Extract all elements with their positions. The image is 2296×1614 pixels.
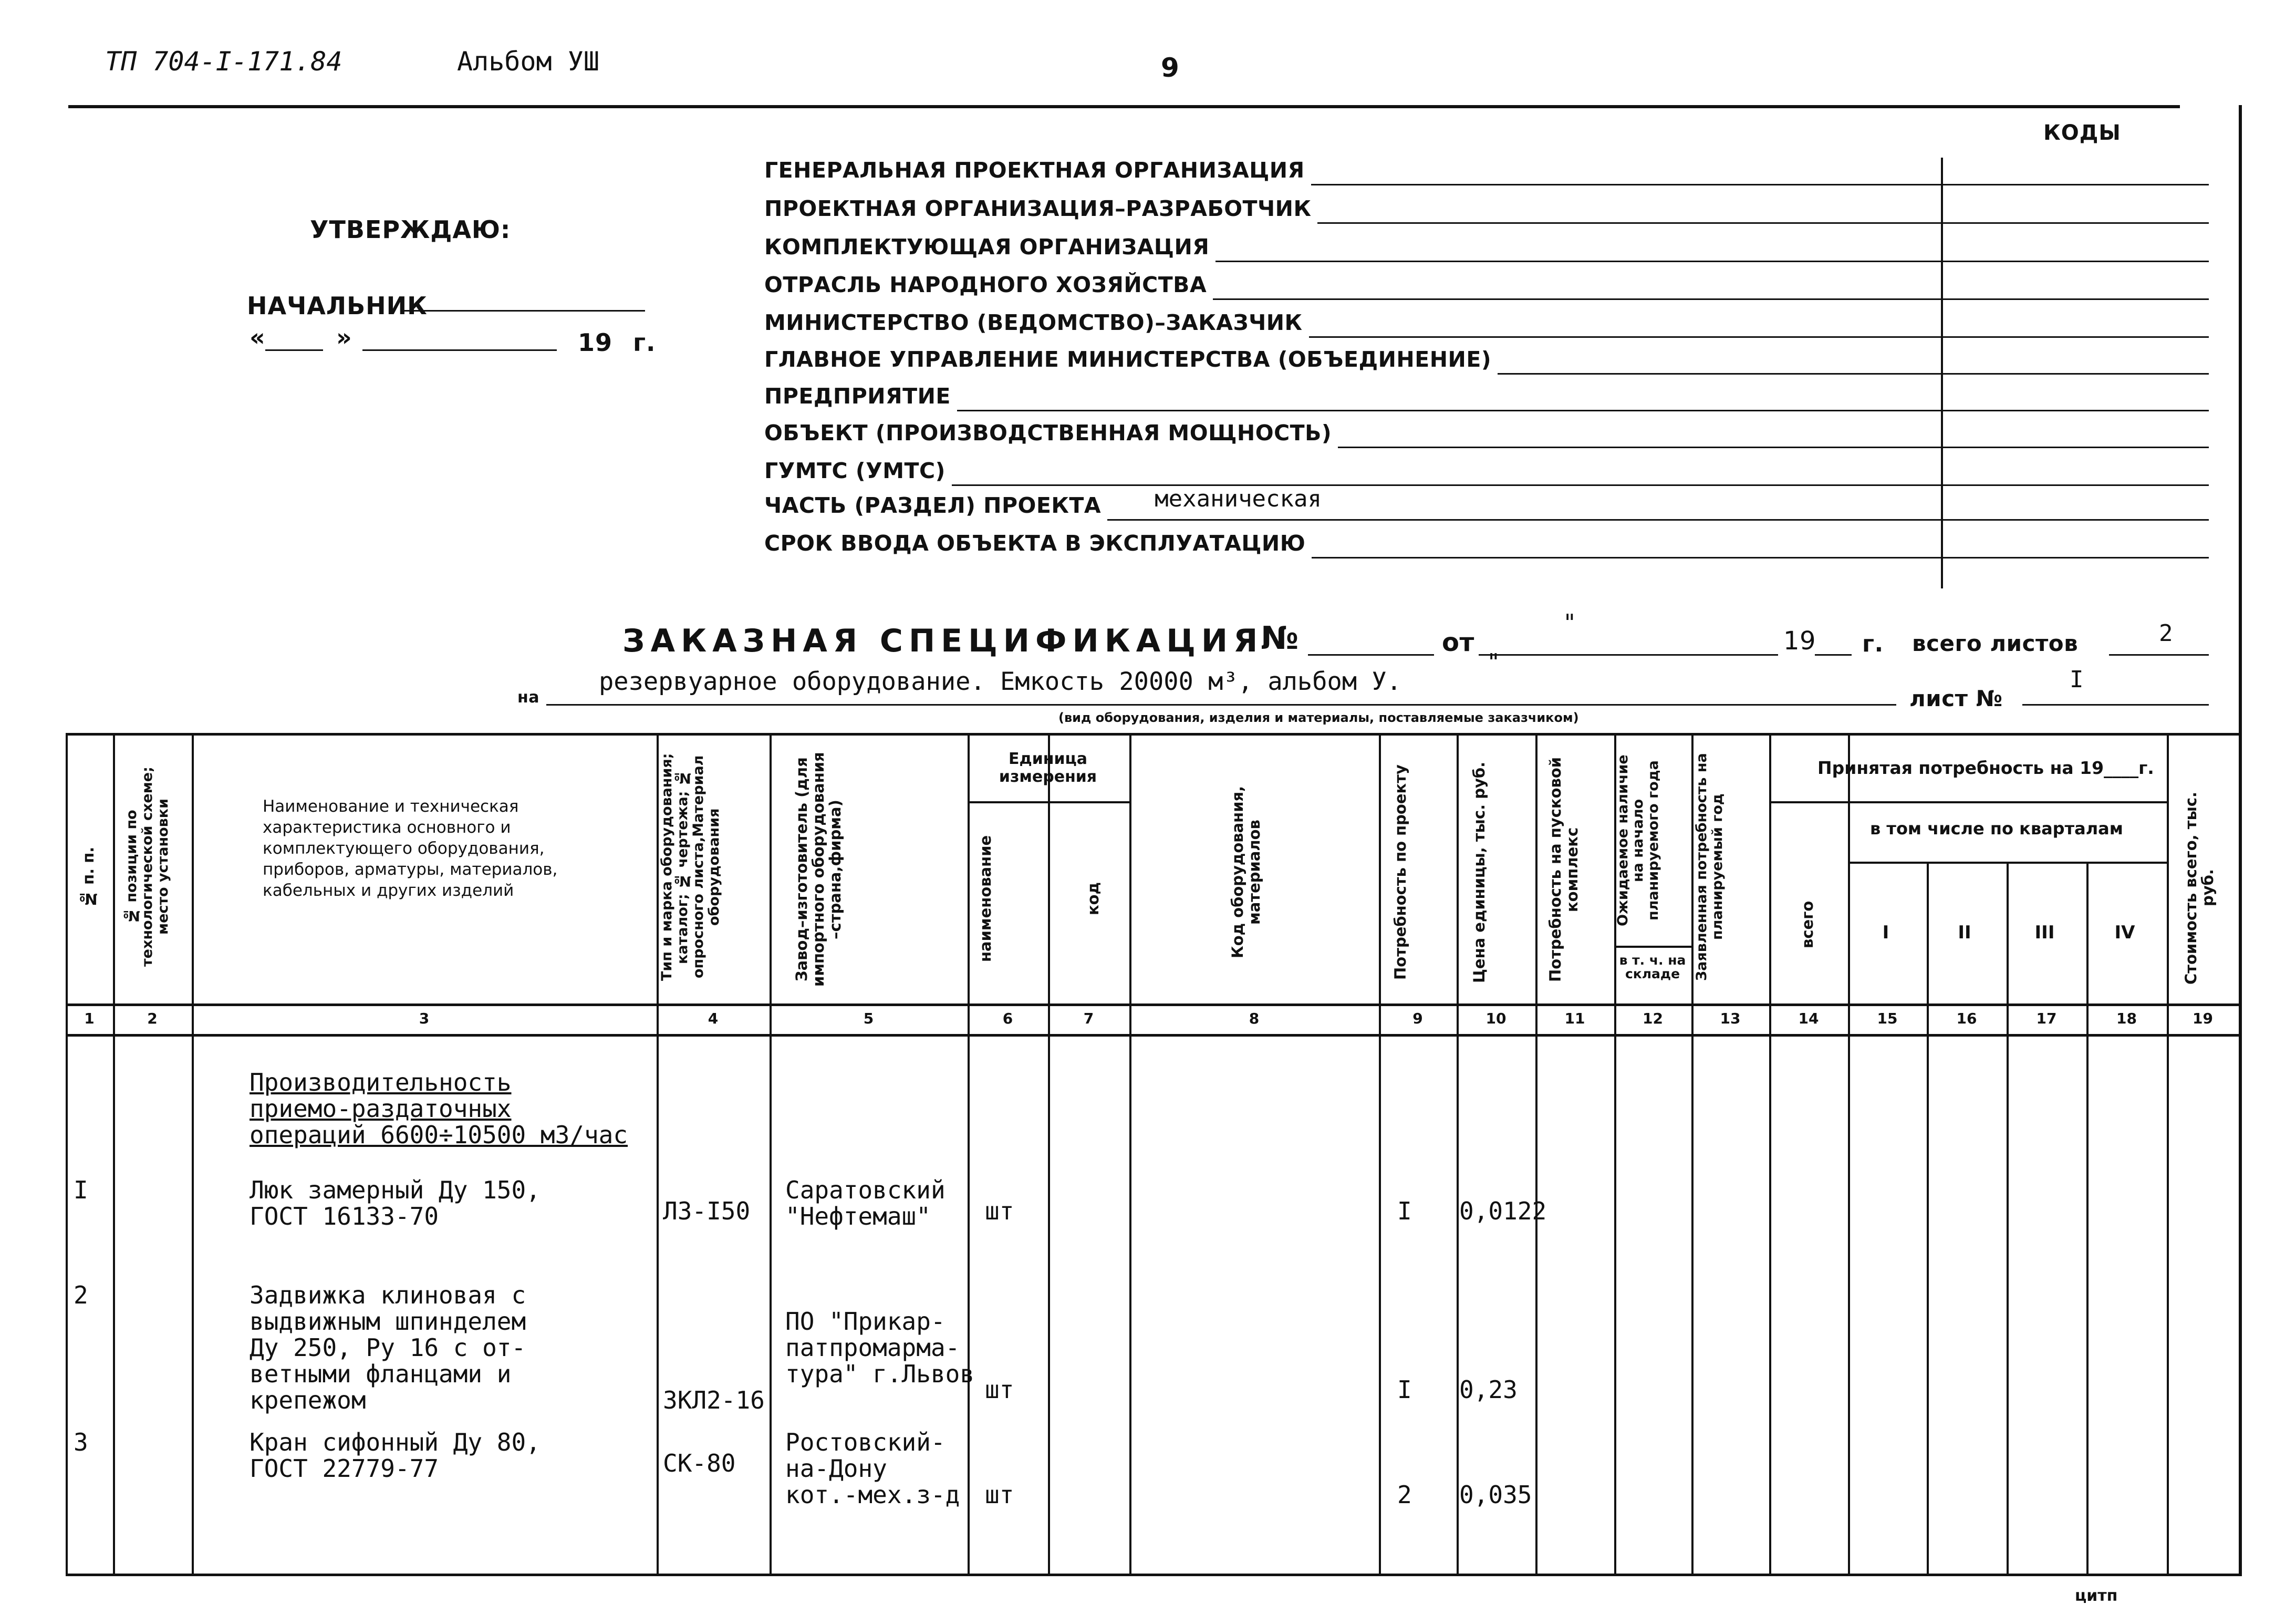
spec-caption: (вид оборудования, изделия и материалы, поставляемые заказчиком) (1058, 710, 1579, 725)
col1-header: № п. п. (79, 846, 97, 908)
accepted-subrule (1769, 801, 2167, 803)
row-qty: I (1397, 1375, 1412, 1404)
org-field-line (952, 484, 2209, 486)
spec-year-label: 19 (1783, 626, 1816, 656)
col-divider (1535, 733, 1537, 1574)
row-name: Люк замерный Ду 150, ГОСТ 16133-70 (250, 1176, 541, 1230)
column-number: 9 (1412, 1010, 1423, 1027)
row-type: ЗКЛ2-16 (663, 1386, 765, 1414)
row-number: 3 (74, 1428, 88, 1456)
row-unit: шт (985, 1375, 1014, 1404)
col12-subrule (1614, 946, 1691, 948)
table-top-rule (66, 733, 2239, 736)
column-number: 19 (2193, 1010, 2213, 1027)
spec-from-quote: " (1563, 609, 1577, 636)
q1-header: I (1882, 922, 1889, 943)
org-field-label: ГЕНЕРАЛЬНАЯ ПРОЕКТНАЯ ОРГАНИЗАЦИЯ (764, 158, 1305, 183)
spec-title: ЗАКАЗНАЯ СПЕЦИФИКАЦИЯ (622, 623, 1264, 659)
quarters-subrule (1848, 862, 2167, 864)
row-type: СК-80 (663, 1449, 736, 1477)
spec-g-label: г. (1862, 630, 1884, 657)
footer-stamp: цитп (2075, 1587, 2118, 1605)
col5-header: Завод–изготовитель (для импортного оборудования –страна,фирма) (793, 752, 844, 987)
org-field-line (1311, 184, 2209, 185)
column-number: 14 (1798, 1010, 1819, 1027)
col11-header: Потребность на пусковой комплекс (1546, 757, 1581, 982)
top-rule (68, 105, 2180, 108)
col-divider (1927, 862, 1929, 1574)
col9-header: Потребность по проекту (1391, 764, 1409, 980)
col3-header: Наименование и техническая характеристика основного и комплектующего оборудования, приборов, арматуры, материалов, кабельных и других изделий (263, 797, 558, 900)
table-border (2239, 733, 2241, 1574)
col-divider (192, 733, 194, 1574)
chief-label: НАЧАЛЬНИК (247, 292, 428, 320)
table-bottom-rule (66, 1574, 2239, 1576)
org-field-line (957, 410, 2209, 411)
row-number: I (74, 1176, 88, 1204)
q3-header: III (2034, 922, 2055, 943)
col-divider (1129, 733, 1131, 1574)
row-number: 2 (74, 1281, 88, 1309)
spec-sheet-no: I (2070, 666, 2084, 693)
org-field-label: ОТРАСЛЬ НАРОДНОГО ХОЗЯЙСТВА (764, 272, 1207, 297)
col-divider (2007, 862, 2009, 1574)
col-divider (1848, 733, 1850, 1574)
org-field-line (1338, 447, 2209, 448)
org-field-value: механическая (1155, 485, 1322, 512)
col4-header: Тип и марка оборудования; каталог; № чертежа; № опросного листа,Материал оборудования (659, 753, 722, 981)
spec-sheet-line (2022, 704, 2209, 706)
row-qty: 2 (1397, 1481, 1412, 1509)
spec-on-label: на (517, 688, 539, 707)
col14-header: всего (1799, 901, 1816, 949)
spec-no-label: № (1261, 620, 1300, 657)
col-divider (1769, 733, 1771, 1574)
org-field-line (1309, 336, 2209, 338)
col12-header: Ожидаемое наличие на начало планируемого года (1615, 754, 1661, 927)
org-field-line (1215, 261, 2209, 262)
column-number: 2 (147, 1010, 158, 1027)
unit-subrule (968, 801, 1129, 803)
q4-header: IV (2114, 922, 2135, 943)
org-field-label: СРОК ВВОДА ОБЪЕКТА В ЭКСПЛУАТАЦИЮ (764, 531, 1306, 556)
col-divider (2167, 733, 2169, 1574)
codes-label: КОДЫ (2043, 121, 2121, 145)
row-maker: ПО "Прикар- патпромармa- тура" г.Львов (785, 1307, 975, 1388)
col-divider (770, 733, 772, 1574)
column-number: 5 (863, 1010, 874, 1027)
org-field-label: ОБЪЕКТ (ПРОИЗВОДСТВЕННАЯ МОЩНОСТЬ) (764, 420, 1332, 446)
org-field-line (1498, 373, 2209, 375)
row-price: 0,23 (1459, 1375, 1518, 1404)
org-field-label: ГЛАВНОЕ УПРАВЛЕНИЕ МИНИСТЕРСТВА (ОБЪЕДИНЕНИЕ) (764, 347, 1492, 372)
col10-header: Цена единицы, тыс. руб. (1470, 761, 1488, 983)
row-maker: Саратовский "Нефтемаш" (785, 1176, 946, 1230)
column-number: 4 (708, 1010, 719, 1027)
accepted-header: Принятая потребность на 19____г. (1817, 758, 2154, 778)
column-number: 3 (419, 1010, 430, 1027)
doc-code: ТП 704-I-171.84 (105, 46, 342, 77)
col-divider (113, 733, 115, 1574)
row-price: 0,0122 (1459, 1197, 1547, 1225)
q2-header: II (1958, 922, 1971, 943)
column-number: 17 (2036, 1010, 2057, 1027)
section-heading: Производительность приемо-раздаточных операций 6600÷10500 м3/час (250, 1068, 628, 1149)
col6-header: наименование (976, 835, 994, 962)
spec-sheets-total: 2 (2159, 620, 2173, 647)
date-month-line (362, 349, 557, 351)
col-divider (2086, 862, 2089, 1574)
spec-subject: резервуарное оборудование. Емкость 20000 м³, альбом У. (599, 667, 1402, 696)
org-field-line (1107, 519, 2209, 521)
row-qty: I (1397, 1197, 1412, 1225)
col-divider (1048, 733, 1050, 1574)
col13-header: Заявленная потребность на планируемый год (1694, 753, 1726, 981)
quarters-header: в том числе по кварталам (1870, 819, 2123, 839)
row-unit: шт (985, 1481, 1014, 1509)
date-day-line (265, 349, 323, 351)
album-label: Альбом УШ (457, 46, 599, 77)
column-number: 13 (1720, 1010, 1741, 1027)
org-field-label: ПРОЕКТНАЯ ОРГАНИЗАЦИЯ–РАЗРАБОТЧИК (764, 196, 1312, 221)
column-number: 6 (1002, 1010, 1013, 1027)
row-unit: шт (985, 1197, 1014, 1225)
row-name: Кран сифонный Ду 80, ГОСТ 22779-77 (250, 1428, 541, 1483)
column-number: 10 (1485, 1010, 1507, 1027)
column-number: 7 (1083, 1010, 1094, 1027)
org-field-line (1312, 557, 2209, 558)
spec-year-line (1815, 654, 1852, 656)
chief-signature-line (403, 310, 645, 312)
column-number: 11 (1564, 1010, 1585, 1027)
row-price: 0,035 (1459, 1481, 1532, 1509)
org-field-label: МИНИСТЕРСТВО (ВЕДОМСТВО)–ЗАКАЗЧИК (764, 310, 1303, 335)
col-divider (968, 733, 970, 1574)
column-number: 16 (1956, 1010, 1977, 1027)
spec-sheet-label: лист № (1909, 686, 2003, 711)
spec-sheets-total-line (2109, 654, 2209, 656)
column-number: 15 (1877, 1010, 1898, 1027)
row-maker: Ростовский- на-Дону кот.-мех.з-д (785, 1428, 960, 1509)
col7-header: код (1084, 882, 1102, 915)
header-bottom-rule (66, 1003, 2239, 1006)
col2-header: № позиции по технологической схеме; место установки (123, 767, 171, 967)
column-number: 18 (2116, 1010, 2137, 1027)
date-quote-close: » (336, 323, 352, 351)
column-number: 8 (1249, 1010, 1260, 1027)
spec-subject-quote: " (1487, 649, 1501, 676)
spec-from-label: от (1442, 628, 1474, 657)
spec-from-line (1479, 654, 1778, 656)
unit-header: Единица измерения (999, 750, 1097, 786)
spec-sheets-total-label: всего листов (1912, 630, 2079, 656)
date-quote-open: « (250, 323, 266, 351)
org-field-line (1317, 222, 2209, 224)
org-field-line (1213, 298, 2209, 300)
org-field-label: КОМПЛЕКТУЮЩАЯ ОРГАНИЗАЦИЯ (764, 234, 1210, 260)
table-border (66, 733, 68, 1574)
col-divider (1457, 733, 1459, 1574)
column-number: 1 (84, 1010, 95, 1027)
number-row-rule (66, 1034, 2239, 1037)
row-name: Задвижка клиновая с выдвижным шпинделем Ду 250, Ру 16 с от- ветными фланцами и крепежом (250, 1281, 526, 1414)
org-field-label: ПРЕДПРИЯТИЕ (764, 384, 951, 409)
page-number: 9 (1161, 53, 1179, 83)
col19-header: Стоимость всего, тыс. руб. (2182, 791, 2217, 985)
col8-header: Код оборудования, материалов (1229, 785, 1263, 959)
org-field-label: ГУМТС (УМТС) (764, 458, 946, 483)
approve-label: УТВЕРЖДАЮ: (310, 215, 511, 244)
col12-sub-header: в т. ч. на складе (1619, 953, 1686, 981)
row-type: ЛЗ-I50 (663, 1197, 751, 1225)
org-field-label: ЧАСТЬ (РАЗДЕЛ) ПРОЕКТА (764, 493, 1102, 518)
column-number: 12 (1643, 1010, 1663, 1027)
date-year: 19 (578, 328, 613, 357)
date-suffix: г. (633, 328, 656, 357)
spec-subject-line (546, 704, 1896, 706)
spec-no-line (1308, 654, 1434, 656)
col-divider (1379, 733, 1381, 1574)
